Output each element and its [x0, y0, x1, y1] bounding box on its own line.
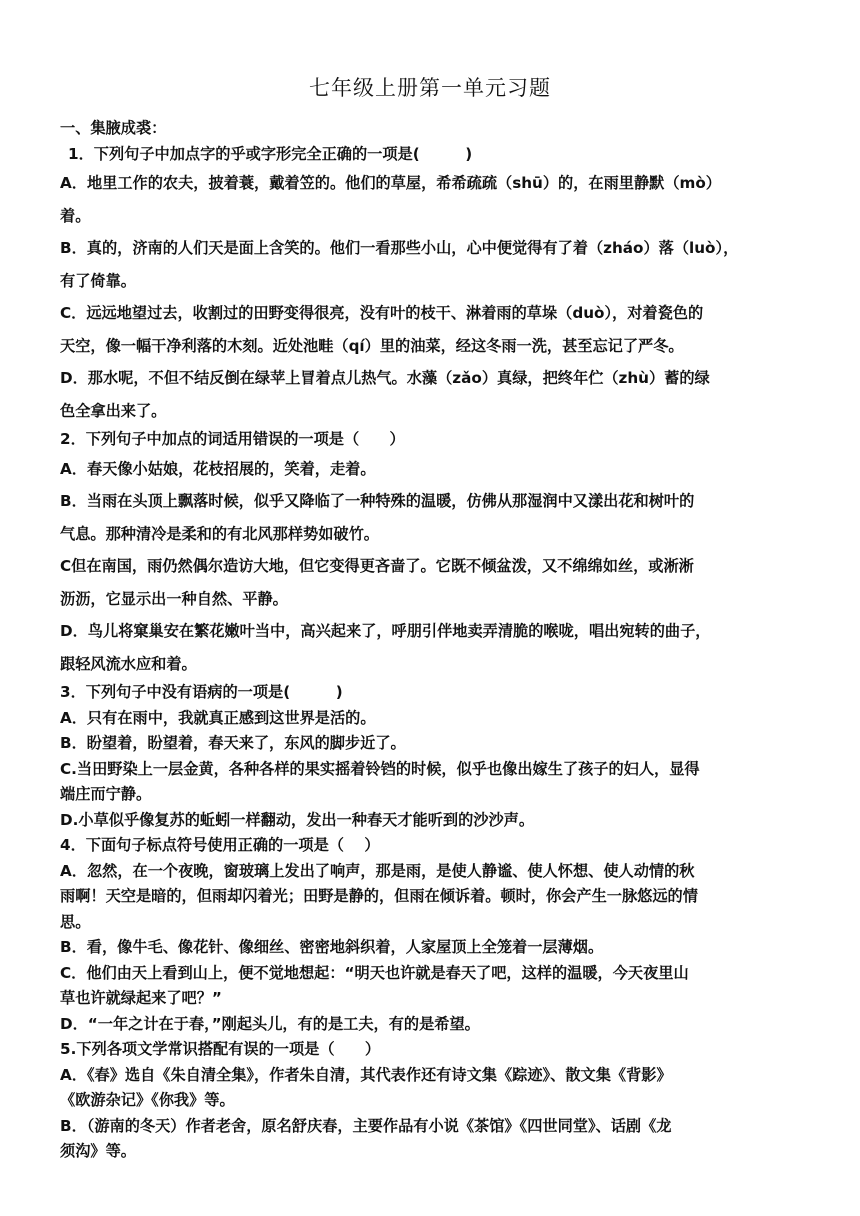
question-1-stem: 1．下列句子中加点字的乎或字形完全正确的一项是( ) [68, 144, 473, 163]
question-1-option-a: A．地里工作的农夫，披着蓑，戴着笠的。他们的草屋，希希疏疏（shū）的，在雨里静默（mò） [60, 174, 721, 192]
question-2-option-b-cont: 气息。那种清冷是柔和的有北风那样势如破竹。 [60, 524, 379, 543]
question-3-option-c: C.当田野染上一层金黄，各种各样的果实摇着铃铛的时候，似乎也像出嫁生了孩子的妇人，显得 [60, 759, 700, 778]
question-3-option-b: B．盼望着，盼望着，春天来了，东风的脚步近了。 [60, 734, 406, 752]
question-4-option-a-cont2: 思。 [60, 912, 91, 931]
question-4-option-c-cont: 草也许就绿起来了吧？” [60, 989, 222, 1007]
question-3-option-d: D.小草似乎像复苏的蚯蚓一样翻动，发出一种春天才能听到的沙沙声。 [60, 810, 535, 829]
question-1-option-b: B．真的，济南的人们天是面上含笑的。他们一看那些小山，心中便觉得有了着（zháo）落（luò）， [60, 239, 739, 257]
question-1-option-a-cont: 着。 [60, 206, 91, 225]
question-4-option-a-cont: 雨啊！天空是暗的，但雨却闪着光；田野是静的，但雨在倾诉着。顿时，你会产生一脉悠远的情 [60, 887, 698, 905]
question-2-option-d-cont: 跟轻风流水应和着。 [60, 654, 197, 673]
question-2-option-b: B．当雨在头顶上飘落时候，似乎又降临了一种特殊的温暖，仿佛从那湿润中又漾出花和树叶的 [60, 492, 695, 510]
question-4-stem: 4．下面句子标点符号使用正确的一项是（ ） [60, 836, 380, 854]
question-1-option-b-cont: 有了倚靠。 [60, 271, 136, 290]
question-4-option-d: D．“一年之计在于春，”刚起头儿，有的是工夫，有的是希望。 [60, 1014, 480, 1033]
question-2-option-c: C但在南国，雨仍然偶尔造访大地，但它变得更吝啬了。它既不倾盆泼，又不绵绵如丝，或淅淅 [60, 557, 694, 575]
question-4-option-b: B．看，像牛毛、像花针、像细丝、密密地斜织着，人家屋顶上全笼着一层薄烟。 [60, 938, 604, 956]
question-4-option-a: A．忽然，在一个夜晚，窗玻璃上发出了响声，那是雨，是使人静谧、使人怀想、使人动情的秋 [60, 861, 695, 880]
question-3-stem: 3．下列句子中没有语病的一项是( ) [60, 683, 343, 701]
question-2-option-d: D．鸟儿将窠巢安在繁花嫩叶当中，高兴起来了，呼朋引伴地卖弄清脆的喉咙，唱出宛转的曲子， [60, 622, 711, 640]
question-5-stem: 5.下列各项文学常识搭配有误的一项是（ ） [60, 1040, 381, 1058]
question-5-option-a-cont: 《欧游杂记》《你我》等。 [60, 1091, 235, 1109]
question-3-option-c-cont: 端庄而宁静。 [60, 785, 152, 803]
question-1-option-d: D．那水呢，不但不结反倒在绿苹上冒着点儿热气。水藻（zǎo）真绿，把终年伫（zhù）蓄的绿 [60, 369, 710, 387]
question-2-option-c-cont: 沥沥，它显示出一种自然、平静。 [60, 589, 288, 608]
question-5-option-b-cont: 须沟》等。 [60, 1142, 136, 1160]
question-3-option-a: A．只有在雨中，我就真正感到这世界是活的。 [60, 708, 376, 727]
question-1-option-c: C．远远地望过去，收割过的田野变得很亮，没有叶的枝干、淋着雨的草垛（duò），对着瓷色的 [60, 304, 704, 322]
section-heading: 一、集腋成裘： [60, 119, 167, 137]
question-1-option-c-cont: 天空，像一幅干净利落的木刻。近处池畦（qí）里的油菜，经这冬雨一洗，甚至忘记了严冬。 [60, 336, 684, 355]
question-5-option-b: B．（游南的冬天）作者老舍，原名舒庆春，主要作品有小说《茶馆》《四世同堂》、话剧《龙 [60, 1116, 672, 1135]
question-2-option-a: A．春天像小姑娘，花枝招展的，笑着，走着。 [60, 459, 376, 478]
question-2-stem: 2．下列句子中加点的词适用错误的一项是（ ） [60, 430, 405, 448]
question-5-option-a: A．《春》选自《朱自清全集》，作者朱自清，其代表作还有诗文集《踪迹》、散文集《背影》 [60, 1065, 672, 1084]
question-1-option-d-cont: 色全拿出来了。 [60, 401, 167, 420]
page-title: 七年级上册第一单元习题 [309, 76, 551, 100]
question-4-option-c: C．他们由天上看到山上，便不觉地想起：“明天也许就是春天了吧，这样的温暖，今天夜里山 [60, 963, 689, 982]
